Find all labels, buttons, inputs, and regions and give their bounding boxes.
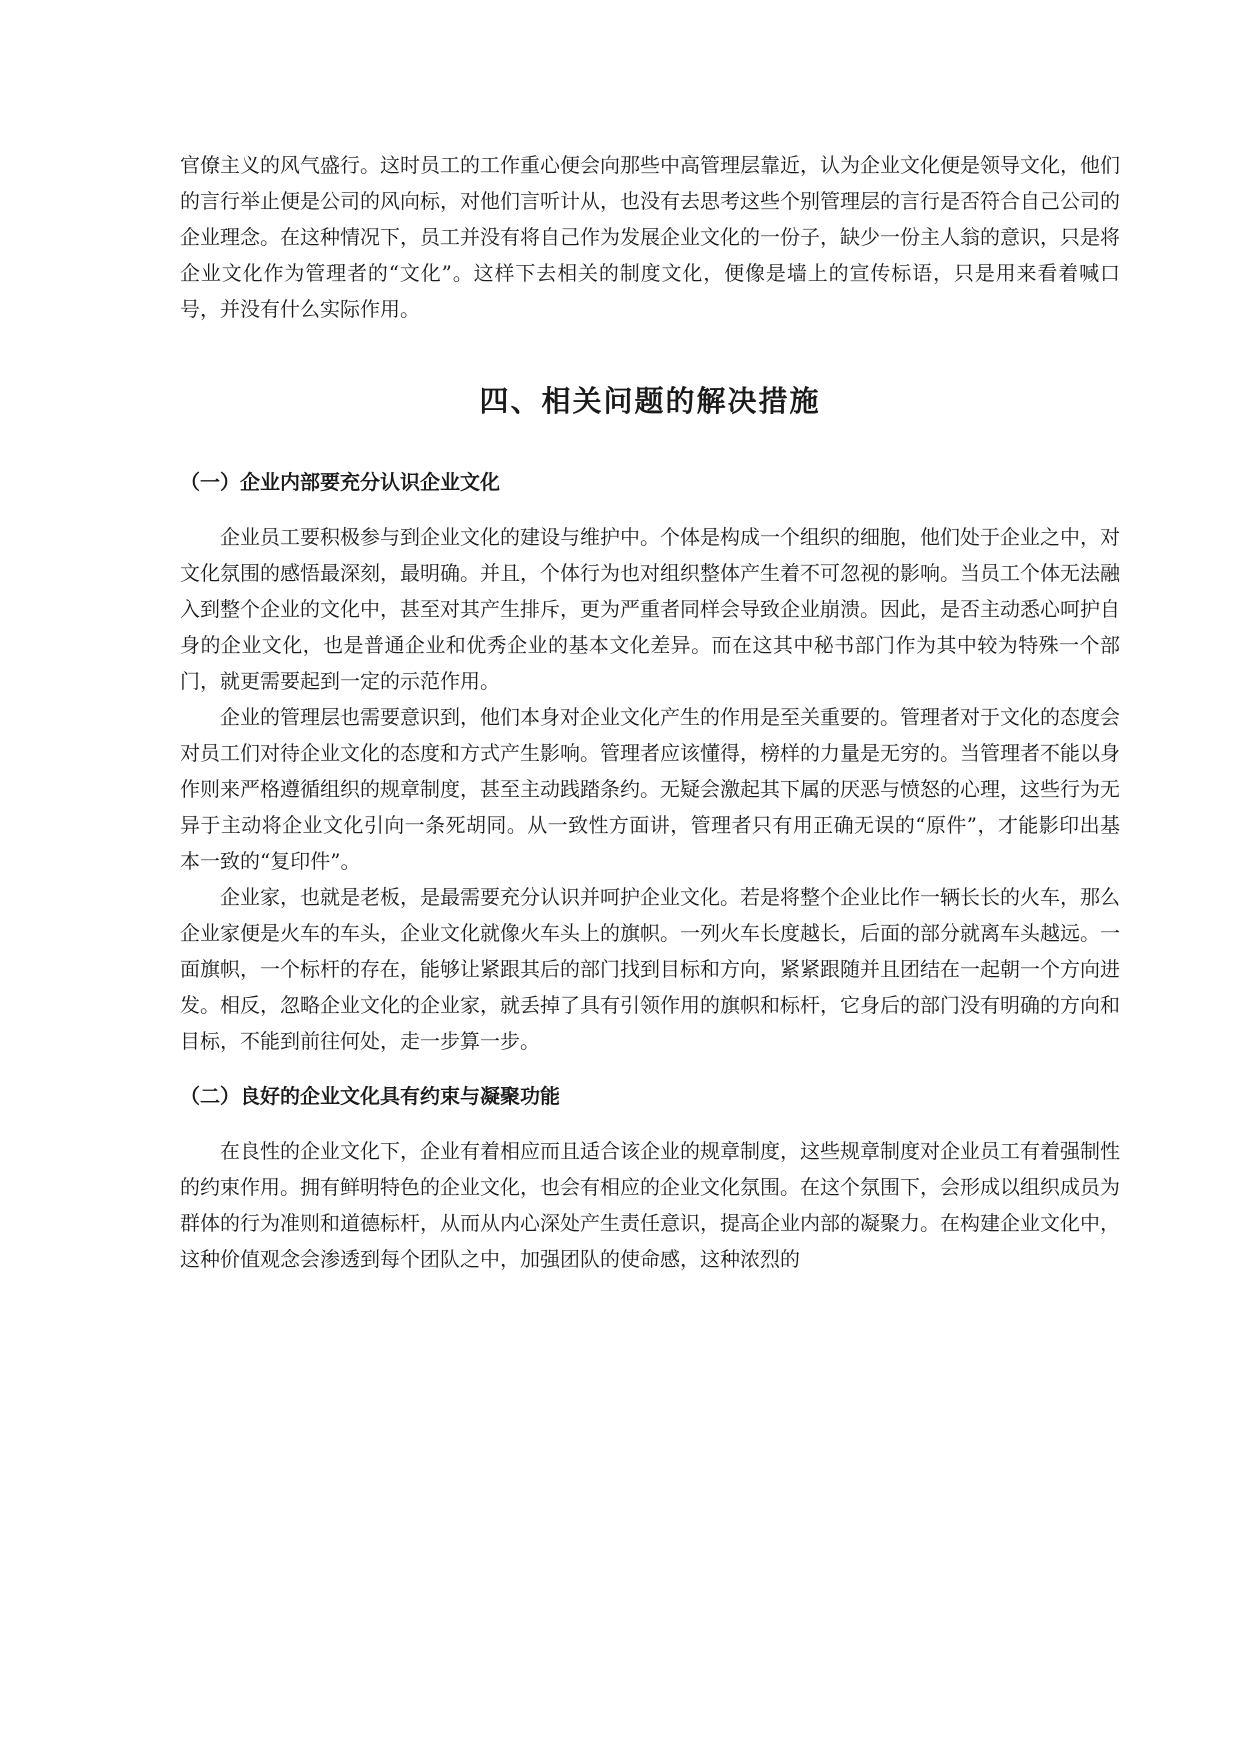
subsection-2-paragraph: 在良性的企业文化下，企业有着相应而且适合该企业的规章制度，这些规章制度对企业员工有着强制性的约束作用。拥有鲜明特色的企业文化，也会有相应的企业文化氛围。在这个氛围下，会形成以组织成员为群体的行为准则和道德标杆，从而从内心深处产生责任意识，提高企业内部的凝聚力。在构建企业文化中，这种价值观念会渗透到每个团队之中，加强团队的使命感，这种浓烈的 xyxy=(180,1139,1120,1271)
subsection-2-title: （二）良好的企业文化具有约束与凝聚功能 xyxy=(180,1084,560,1108)
subsection-1-paragraph: 企业员工要积极参与到企业文化的建设与维护中。个体是构成一个组织的细胞，他们处于企业之中，对文化氛围的感悟最深刻，最明确。并且，个体行为也对组织整体产生着不可忽视的影响。当员工个体无法融入到整个企业的文化中，甚至对其产生排斥，更为严重者同样会导致企业崩溃。因此，是否主动悉心呵护自身的企业文化，也是普通企业和优秀企业的基本文化差异。而在这其中秘书部门作为其中较为特殊一个部门，就更需要起到一定的示范作用。 xyxy=(180,525,1120,693)
intro-paragraph: 官僚主义的风气盛行。这时员工的工作重心便会向那些中高管理层靠近，认为企业文化便是领导文化，他们的言行举止便是公司的风向标，对他们言听计从，也没有去思考这些个别管理层的言行是否符合自己公司的企业理念。在这种情况下，员工并没有将自己作为发展企业文化的一份子，缺少一份主人翁的意识，只是将企业文化作为管理者的“文化”。这样下去相关的制度文化，便像是墙上的宣传标语，只是用来看着喊口号，并没有什么实际作用。 xyxy=(180,153,1120,321)
page-content xyxy=(180,147,1120,1277)
section-title: 四、相关问题的解决措施 xyxy=(479,384,821,418)
subsection-1-paragraph: 企业家，也就是老板，是最需要充分认识并呵护企业文化。若是将整个企业比作一辆长长的火车，那么企业家便是火车的车头，企业文化就像火车头上的旗帜。一列火车长度越长，后面的部分就离车头越远。一面旗帜，一个标杆的存在，能够让紧跟其后的部门找到目标和方向，紧紧跟随并且团结在一起朝一个方向进发。相反，忽略企业文化的企业家，就丢掉了具有引领作用的旗帜和标杆，它身后的部门没有明确的方向和目标，不能到前往何处，走一步算一步。 xyxy=(180,885,1120,1053)
subsection-1-title: （一）企业内部要充分认识企业文化 xyxy=(180,470,500,494)
subsection-1-paragraph: 企业的管理层也需要意识到，他们本身对企业文化产生的作用是至关重要的。管理者对于文化的态度会对员工们对待企业文化的态度和方式产生影响。管理者应该懂得，榜样的力量是无穷的。当管理者不能以身作则来严格遵循组织的规章制度，甚至主动践踏条约。无疑会激起其下属的厌恶与愤怒的心理，这些行为无异于主动将企业文化引向一条死胡同。从一致性方面讲，管理者只有用正确无误的“原件”，才能影印出基本一致的“复印件”。 xyxy=(180,705,1120,873)
